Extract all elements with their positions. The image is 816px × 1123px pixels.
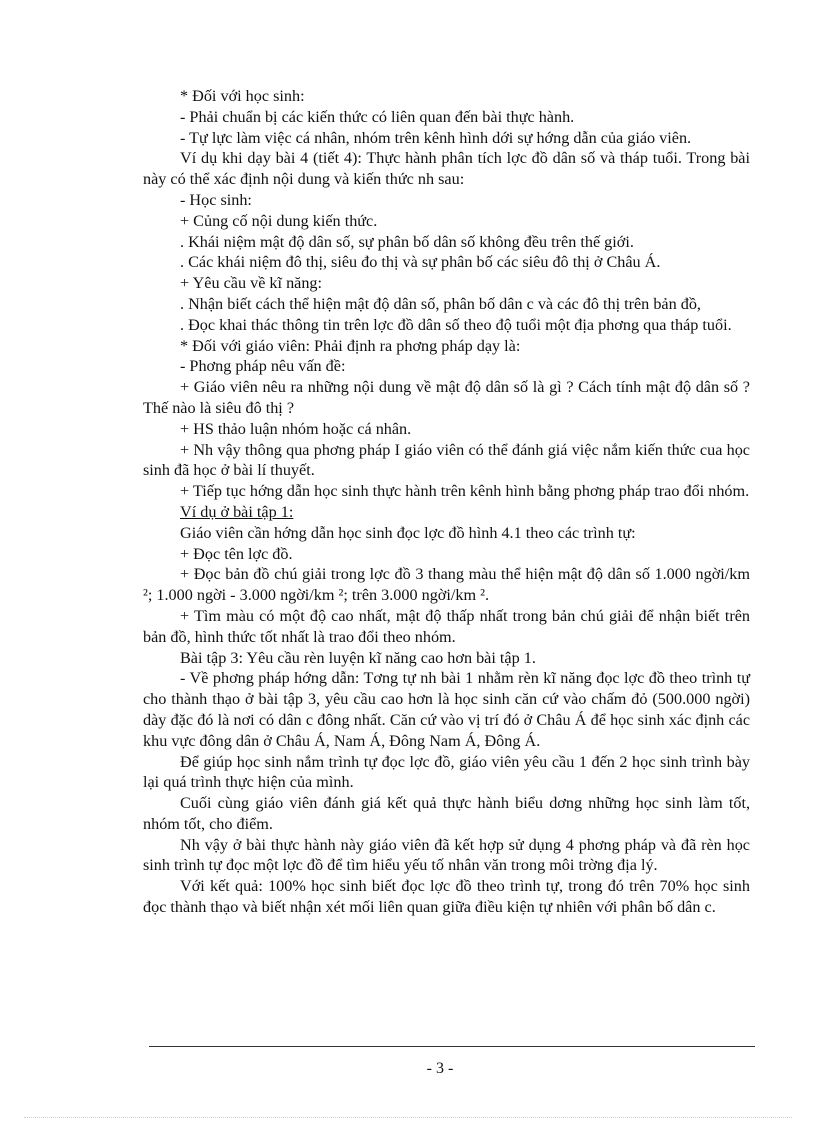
footer-divider (149, 1046, 755, 1047)
paragraph-text: - Tự lực làm việc cá nhân, nhóm trên kênh hình dới sự hớng dẫn của giáo viên. (180, 128, 692, 147)
paragraph-text: . Khái niệm mật độ dân số, sự phân bố dân số không đều trên thế giới. (180, 232, 634, 251)
paragraph (143, 564, 750, 606)
page-number: - 3 - (426, 1060, 454, 1077)
paragraph-text: + Nh vậy thông qua phơng pháp I giáo viên có thể đánh giá việc nắm kiến thức cua học sinh đã học ở bài lí thuyết. (143, 440, 750, 480)
paragraph (143, 336, 750, 357)
paragraph-text: Giáo viên cần hớng dẫn học sinh đọc lợc đồ hình 4.1 theo các trình tự: (180, 523, 636, 542)
paragraph (143, 232, 750, 253)
paragraph-text: Cuối cùng giáo viên đánh giá kết quả thực hành biểu dơng những học sinh làm tốt, nhóm tốt, cho điểm. (143, 794, 750, 833)
paragraph-text: - Về phơng pháp hớng dẫn: Tơng tự nh bài 1 nhằm rèn kĩ năng đọc lợc đồ theo trình tự cho thành thạo ở bài tập 3, yêu cầu cao hơn là học sinh căn cứ vào chấm đỏ (500.000 ngời) dày đặc đó là nơi có dân c đông nhất. Căn cứ vào vị trí đó ở Châu Á để học sinh xác định các khu vực đông dân ở Châu Á, Nam Á, Đông Nam Á, Đông Á. (143, 669, 750, 750)
paragraph-text: + Tiếp tục hớng dẫn học sinh thực hành trên kênh hình bằng phơng pháp trao đổi nhóm. (180, 482, 750, 501)
paragraph-text: - Học sinh: (180, 190, 252, 209)
paragraph (143, 86, 750, 107)
paragraph (143, 876, 750, 918)
paragraph (143, 523, 750, 544)
paragraph (143, 793, 750, 835)
paragraph-text: * Đối với giáo viên: Phải định ra phơng pháp dạy là: (180, 336, 521, 355)
paragraph-text: Bài tập 3: Yêu cầu rèn luyện kĩ năng cao hơn bài tập 1. (180, 648, 536, 667)
paragraph (143, 668, 750, 751)
paragraph (143, 107, 750, 128)
paragraph-text: Để giúp học sinh nắm trình tự đọc lợc đồ, giáo viên yêu cầu 1 đến 2 học sinh trình bày lại quá trình thực hiện của mình. (143, 752, 750, 792)
paragraph (143, 252, 750, 273)
body-text (143, 86, 750, 918)
paragraph (143, 356, 750, 377)
paragraph (143, 419, 750, 440)
paragraph (143, 606, 750, 648)
paragraph-text: . Nhận biết cách thể hiện mật độ dân số, phân bố dân c và các đô thị trên bản đồ, (180, 294, 701, 313)
paragraph-text: . Các khái niệm đô thị, siêu đo thị và sự phân bố các siêu đô thị ở Châu Á. (180, 253, 661, 272)
paragraph (143, 835, 750, 877)
paragraph (143, 440, 750, 482)
paragraph-text: Với kết quả: 100% học sinh biết đọc lợc đồ theo trình tự, trong đó trên 70% học sinh đọc thành thạo và biết nhận xét mối liên quan giữa điều kiện tự nhiên với phân bố dân c. (143, 877, 750, 917)
paragraph (143, 481, 750, 502)
paragraph (143, 294, 750, 315)
paragraph-text: . Đọc khai thác thông tin trên lợc đồ dân số theo độ tuổi một địa phơng qua tháp tuổi. (180, 315, 732, 334)
paragraph-text: + Đọc bản đồ chú giải trong lợc đồ 3 thang màu thể hiện mật độ dân số 1.000 ngời/km ²; 1.000 ngời - 3.000 ngời/km ²; trên 3.000 ngời/km ². (143, 565, 750, 605)
paragraph (143, 190, 750, 211)
paragraph-text: + Yêu cầu về kĩ năng: (180, 274, 323, 293)
paragraph-text: Ví dụ khi dạy bài 4 (tiết 4): Thực hành phân tích lợc đồ dân số và tháp tuổi. Trong bài này có thể xác định nội dung và kiến thức nh sau: (143, 149, 750, 189)
paragraph (143, 128, 750, 149)
paragraph-text: + Đọc tên lợc đồ. (180, 544, 293, 563)
paragraph-text: - Phải chuẩn bị các kiến thức có liên quan đến bài thực hành. (180, 107, 575, 126)
page-edge-dotted-line (24, 1117, 792, 1118)
paragraph (143, 273, 750, 294)
paragraph (143, 502, 750, 523)
paragraph (143, 544, 750, 565)
paragraph (143, 377, 750, 419)
paragraph-text: + Củng cố nội dung kiến thức. (180, 211, 378, 230)
paragraph-text: - Phơng pháp nêu vấn đề: (180, 357, 346, 376)
paragraph-text: + Giáo viên nêu ra những nội dung về mật độ dân số là gì ? Cách tính mật độ dân số ? Thế nào là siêu đô thị ? (143, 378, 750, 417)
paragraph (143, 315, 750, 336)
paragraph (143, 752, 750, 794)
paragraph-text: Nh vậy ở bài thực hành này giáo viên đã kết hợp sử dụng 4 phơng pháp và đã rèn học sinh trình tự đọc một lợc đồ để tìm hiểu yếu tố nhân văn trong môi trờng địa lý. (143, 835, 750, 875)
paragraph (143, 148, 750, 190)
paragraph-text: + HS thảo luận nhóm hoặc cá nhân. (180, 419, 412, 438)
underlined-heading: Ví dụ ở bài tập 1: (180, 502, 294, 521)
paragraph-text: * Đối với học sinh: (180, 87, 305, 105)
paragraph (143, 211, 750, 232)
paragraph (143, 648, 750, 669)
paragraph-text: + Tìm màu có một độ cao nhất, mật độ thấp nhất trong bản chú giải để nhận biết trên bản đồ, hình thức tốt nhất là trao đổi theo nhóm. (143, 606, 750, 646)
